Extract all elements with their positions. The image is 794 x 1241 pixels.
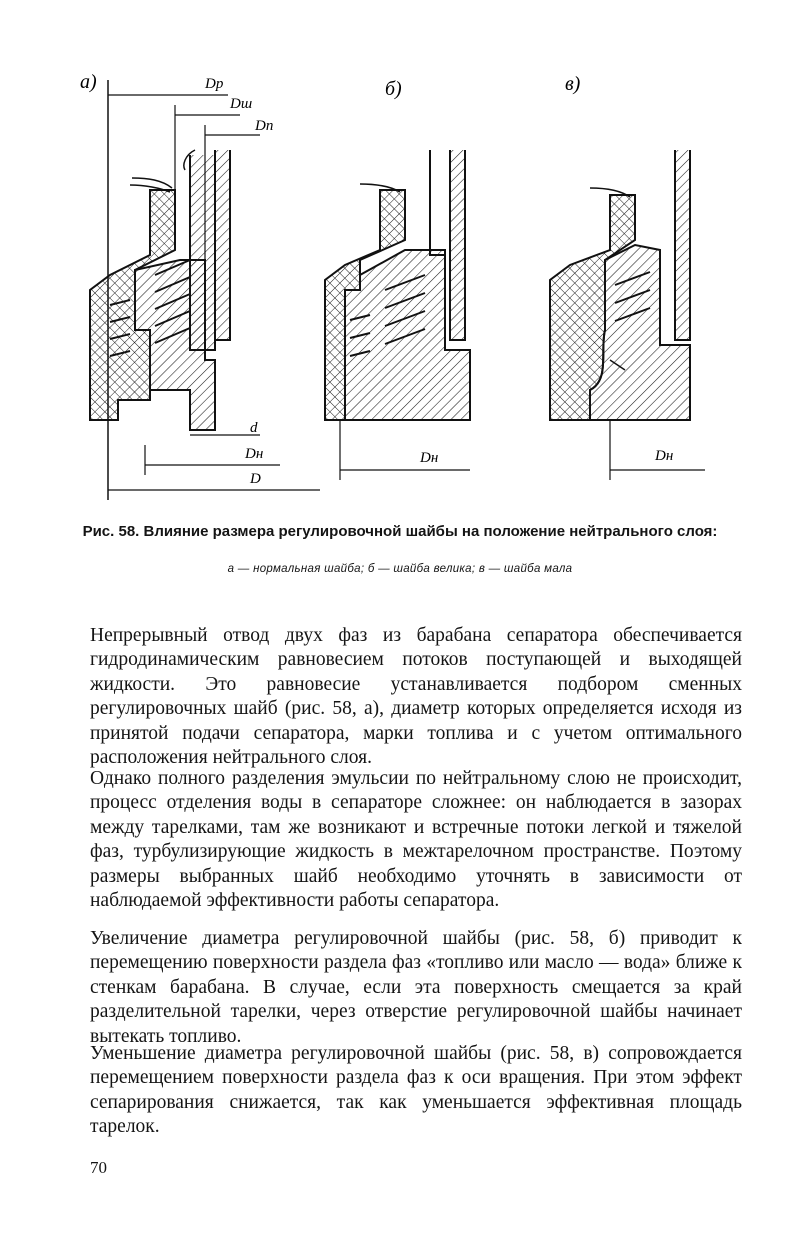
figure-caption-legend: а — нормальная шайба; б — шайба велика; в — шайба мала bbox=[227, 563, 573, 575]
panel-a bbox=[80, 71, 320, 500]
paragraph: Однако полного разделения эмульсии по нейтральному слою не происходит, процесс отделения воды в сепараторе сложнее: он наблюдается в зазорах между тарелками, там же возникают и встречные потоки легкой и тяжелой фаз, турбулизирующие жидкость в межтарелочном пространстве. Поэтому размеры выбранных шайб необходимо уточнять в зависимости от наблюдаемой эффективности работы сепаратора. bbox=[90, 768, 742, 912]
panel-a-outer-tube bbox=[215, 150, 230, 340]
dim-Dn-label: Dп bbox=[255, 118, 274, 134]
paragraph: Уменьшение диаметра регулировочной шайбы (рис. 58, в) сопровождается перемещением поверхности раздела фаз к оси вращения. При этом эффект сепарирования снижается, так как уменьшается эффективная площадь тарелок. bbox=[90, 1043, 742, 1138]
dim-d-label: d bbox=[250, 420, 258, 436]
panel-c-label: в) bbox=[565, 73, 581, 95]
panel-b-outer-tube bbox=[450, 150, 465, 340]
dim-Dsh-label: Dш bbox=[230, 96, 253, 112]
paragraph: Непрерывный отвод двух фаз из барабана сепаратора обеспечивается гидродинамическим равновесием потоков поступающей и выходящей жидкости. Это равновесие устанавливается подбором сменных регулировочных шайб (рис. 58, а), диаметр которых определяется исходя из принятой подачи сепаратора, марки топлива и с учетом оптимального расположения нейтрального слоя. bbox=[90, 625, 742, 769]
page-number: 70 bbox=[90, 1158, 107, 1177]
dim-D-label: D bbox=[250, 471, 261, 487]
panel-c-DH-label: Dн bbox=[655, 448, 674, 464]
panel-b-DH-label: Dн bbox=[420, 450, 439, 466]
panel-c bbox=[550, 73, 705, 480]
paragraph: Увеличение диаметра регулировочной шайбы (рис. 58, б) приводит к перемещению поверхности раздела фаз «топливо или масло — вода» ближе к стенкам барабана. В случае, если эта поверхность смещается за край разделительной тарелки, через отверстие регулировочной шайбы начинает вытекать топливо. bbox=[90, 928, 742, 1047]
panel-b-label: б) bbox=[385, 78, 402, 100]
panel-a-label: а) bbox=[80, 71, 97, 93]
figure-caption-title: Рис. 58. Влияние размера регулировочной шайбы на положение нейтрального слоя: bbox=[82, 523, 718, 540]
figure-58 bbox=[60, 60, 750, 510]
panel-a-central-tube bbox=[190, 155, 215, 350]
dim-Dp-label: Dр bbox=[205, 76, 224, 92]
dim-DH-label: Dн bbox=[245, 446, 264, 462]
panel-b bbox=[325, 78, 470, 480]
panel-c-outer-tube bbox=[675, 150, 690, 340]
